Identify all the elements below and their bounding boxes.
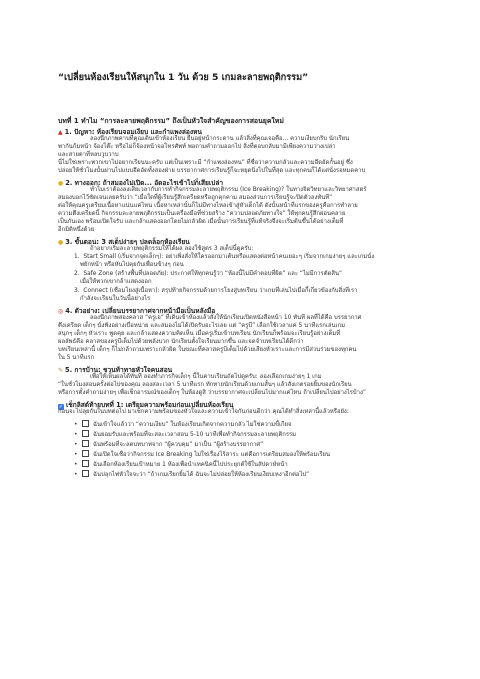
checklist-item-text: ฉันปลุกไฟหัวใจจะว่า “ถ้าเกมเรียกยิ้มได้ ฉันจะไม่ปล่อยให้ห้องเรียนเงียบเหงาอีกต่อไป” [93,472,310,478]
checkbox[interactable] [82,420,89,427]
memo-icon: ✎ [58,367,64,374]
section-1-line: พากันก้มหน้า จ้องโต๊ะ หรือไม่ก็จ้องหน้าจอโทรศัพท์ พอถามคำถามออกไป สิ่งที่ตอบกลับมามีเพียงความว่างเปล่า [58,144,336,150]
section-1-title: 1. ปัญหา: ห้องเรียนจอมเงียบ และกำแพงล่องหน [64,128,202,136]
section-5-line: “ในชั่วโมงสอนครั้งต่อไปของคุณ ลองสละเวลา 5 นาทีแรก ทักทายนักเรียนด้วยเกมสั้นๆ แล้วสังเกตรอยยิ้มของนักเรียน [58,382,352,388]
step-continuation: กำลังจะเรียนในวันนี้อย่างไร [80,296,151,302]
section-2-line: ทำไมเราต้องลงเสียเวลากับการทำกิจกรรมละลายพฤติกรรม (Ice Breaking)? ในทางจิตวิทยาและวิทยาศาสตร์ [90,187,367,193]
section-1-line: นี่ไม่ใช่เพราะพวกเขาไม่อยากเรียนนะครับ แต่เป็นเพราะมี “กำแพงล่องหน” ที่ชื่อว่าความกลัวและความอึดอัดกั้นอยู่ ซึ่ง [58,160,353,166]
section-2-line: อีกมิติหนึ่งด้วย [58,227,95,233]
step-continuation: เมื่อให้พวกเขากล้าแสดงออก [80,279,152,285]
checklist-item[interactable] [74,449,330,459]
checklist-intro: ก่อนจะไปลุยกันในบทต่อไป มาเช็กความพร้อมของหัวใจและความเข้าใจกันก่อนดีกว่า คุณได้ทำสิ่งเหล่านี้แล้วหรือยัง: [58,409,349,415]
section-2-line: สมองบอกไว้ชัดเจนเลยครับว่า “เมื่อใดที่ผู้เรียนรู้สึกเครียดหรือถูกคุกคาม สมองส่วนการเรียนรู้จะปิดตัวลงทันที” [58,195,333,201]
checklist-item-text: ฉันพร้อมที่จะลดบทบาทจาก “ผู้ควบคุม” มาเป็น “ผู้สร้างบรรยากาศ” [93,442,264,448]
section-3-title: 3. ขั้นตอน: 3 สเต็ปง่ายๆ ปลดล็อกห้องเรียน [65,238,190,246]
bullet-icon: • [74,462,78,468]
section-2-line: เป็นกันเอง พร้อมเปิดใจรับ และกล้าแสดงออกโดยไม่กลัวผิด เมื่อนั้นการเรียนรู้ที่แท้จริงจึงจะเริ่มต้นขึ้นได้อย่างเต็มที่ [58,219,344,225]
section-5-line: เพื่อให้เห็นผลได้ทันที ลองทำภารกิจเล็กๆ นี้ในคาบเรียนถัดไปดูครับ: ลองเลือกเกมง่ายๆ 1 เกม [90,374,322,380]
step-continuation: พยักหน้า หรือหันไปคุยกับเพื่อนข้างๆ ก่อน [80,262,184,268]
step-item: 2. Safe Zone (สร้างพื้นที่ปลอดภัย): ประกาศให้ทุกคนรู้ว่า “ห้องนี้ไม่มีคำตอบที่ผิด” และ “ไม่มีการตัดสิน” [74,271,343,277]
section-1-line: ลองนึกภาพคาบที่คุณเดินเข้าห้องเรียน ยืนอยู่หน้ากระดาน แล้วสิ่งที่คุณเจอคือ... ความเงียบกริบ นักเรียน [90,136,350,142]
checkbox[interactable] [82,440,89,447]
bullet-icon: • [74,422,78,428]
checklist-item[interactable] [74,439,263,449]
checkbox-icon: ✓ [58,403,64,410]
checklist-item-text: ฉันยอมรับและพร้อมที่จะสละเวลาสอน 5-10 นาทีเพื่อทำกิจกรรมละลายพฤติกรรม [93,432,297,438]
checkbox[interactable] [82,450,89,457]
checklist-item[interactable] [74,459,288,469]
checkbox[interactable] [82,460,89,467]
checkbox[interactable] [82,470,89,477]
checklist-item[interactable] [74,469,309,479]
checklist-item-text: ฉันเลือกห้องเรียนเป้าหมาย 1 ห้องเพื่อนำเทคนิคนี้ไปประยุกต์ใช้ในสัปดาห์หน้า [93,462,288,468]
section-4-line: ตึงเครียด เด็กๆ นั่งฟังอย่างเบื่อหน่าย และสมองไม่ได้เปิดรับอะไรเลย แต่ “ครูบี” เลือกใช้เวลาแค่ 5 นาทีแรกเล่นเกม [58,323,345,329]
bullet-icon: • [74,432,78,438]
siren-icon: ▲ [58,129,63,136]
section-2-line: ความตึงเครียดนี้ กิจกรรมละลายพฤติกรรมเป็นเครื่องมือที่ช่วยสร้าง “ความปลอดภัยทางใจ” ให้ทุกคนรู้สึกผ่อนคลาย [58,211,346,217]
section-4-line: ใน 5 นาทีแรก [58,355,95,361]
step-item: 1. Start Small (เริ่มจากจุดเล็กๆ): อย่าเพิ่งสั่งให้ใครออกมาเต้นหรือแสดงต่อหน้าคนเยอะๆ เริ่มจากเกมง่ายๆ และเกมนั่ง [74,254,375,260]
section-4-line: ผลลัพธ์คือ คลาสของครูบีเต็มไปด้วยพลังบวก นักเรียนตั้งใจเรียนมากขึ้น และจดจำบทเรียนได้ดีกว่า [58,339,304,345]
section-2-line: ต่อให้คุณครูเตรียมเนื้อหาแน่นแค่ไหน เนื้อหาเหล่านั้นก็ไม่มีทางไหลเข้าสู่หัวเด็กได้ ดังนั้นหน้าที่แรกของครูคือการทำลาย [58,203,358,209]
section-3-intro: ถ้าอยากเริ่มละลายพฤติกรรมให้ได้ผล ลองใช้สูตร 3 สเต็ปนี้ดูครับ: [90,246,254,252]
bullet-icon: • [74,472,78,478]
checklist-item-text: ฉันเปิดใจเชื่อว่ากิจกรรม Ice Breaking ไม่ใช่เรื่องไร้สาระ แต่คือการเตรียมสมองให้พร้อมเรียน [93,452,331,458]
step-text: Safe Zone (สร้างพื้นที่ปลอดภัย): ประกาศให้ทุกคนรู้ว่า “ห้องนี้ไม่มีคำตอบที่ผิด” และ “ไม่มีการตัดสิน” [83,271,343,277]
section-2-title: 2. ทางออก: ถ้าสมองไม่เปิด... อัดอะไรเข้าไปก็เสียเปล่า [65,179,224,187]
target-icon: ◎ [58,308,64,315]
section-1-line: ปล่อยให้ชั่วโมงนั้นผ่านไปแบบอึดอัดทั้งสองฝ่าย บรรยากาศการเรียนรู้ก็จะหยุดนิ่งไปในที่สุด และทุกคนก็ได้แต่นั่งรอหมดคาบ [58,168,366,174]
bullet-icon: • [74,452,78,458]
lightbulb-icon: ● [58,239,64,246]
section-5-title: 5. การบ้าน: ชวนท้าทายหัวใจคนสอน [65,366,173,374]
checklist-item[interactable] [74,419,291,429]
checklist-item[interactable] [74,429,296,439]
step-text: Connect (เชื่อมโยงสู่เนื้อหา): สรุปท้ายกิจกรรมด้วยการโยงสู่บทเรียน ว่าเกมที่เล่นไปเมื่อกี้เกี่ยวข้องกับสิ่งที่เรา [83,288,358,294]
chapter-heading: บทที่ 1 ทำไม “การละลายพฤติกรรม” ถึงเป็นหัวใจสำคัญของการสอนยุคใหม่ [58,117,284,125]
section-4-line: สนุกๆ เด็กๆ หัวเราะ พูดคุย และกล้าแสดงความคิดเห็น เมื่อครูเริ่มเข้าบทเรียน นักเรียนก็พร้อมจะเรียนรู้อย่างเต็มที่ [58,331,341,337]
step-text: Start Small (เริ่มจากจุดเล็กๆ): อย่าเพิ่งสั่งให้ใครออกมาเต้นหรือแสดงต่อหน้าคนเยอะๆ เริ่มจากเกมง่ายๆ และเกมนั่ง [83,254,375,260]
document-title: “เปลี่ยนห้องเรียนให้สนุกใน 1 วัน ด้วย 5 เกมละลายพฤติกรรม” [58,72,309,83]
bullet-icon: • [74,442,78,448]
checklist-title: เช็กลิสต์ท้ายบทที่ 1: เตรียมความพร้อมก่อนเปลี่ยนห้องเรียน [66,401,234,409]
checkbox[interactable] [82,430,89,437]
lightbulb-icon: ● [58,180,64,187]
checklist-item-text: ฉันเข้าใจแล้วว่า “ความเงียบ” ในห้องเรียนเกิดจากความกลัว ไม่ใช่ความขี้เกียจ [93,422,292,428]
section-4-title: 4. ตัวอย่าง: เปลี่ยนบรรยากาศจากหน้ามือเป็นหลังมือ [65,307,216,315]
section-4-line: บทเรียนเหล่านี้ เด็กๆ ก็ไม่กล้าถามเพราะกลัวผิด ในขณะที่คลาสครูบีเต็มไปด้วยเสียงหัวเราะและการมีส่วนร่วมของทุกคน [58,347,357,353]
section-5-line: หรือการตั้งคำถามง่ายๆ เพื่อเช็กอารมณ์ของเด็กๆ ในห้องดูสิ ว่าบรรยากาศจะเปลี่ยนไปมากแค่ไหน ถ้าเปลี่ยนไปอย่างไรบ้าง” [58,390,366,396]
section-4-line: ลองนึกภาพสองคลาส “ครูเอ” ที่เดินเข้าห้องแล้วสั่งให้นักเรียนเปิดหนังสือหน้า 10 ทันที ผลที่ได้คือ บรรยากาศ [90,315,362,321]
step-item: 3. Connect (เชื่อมโยงสู่เนื้อหา): สรุปท้ายกิจกรรมด้วยการโยงสู่บทเรียน ว่าเกมที่เล่นไปเมื่อกี้เกี่ยวข้องกับสิ่งที่เรา [74,288,358,294]
section-1-line: และสายตาที่หลบวูบวาบ [58,152,119,158]
